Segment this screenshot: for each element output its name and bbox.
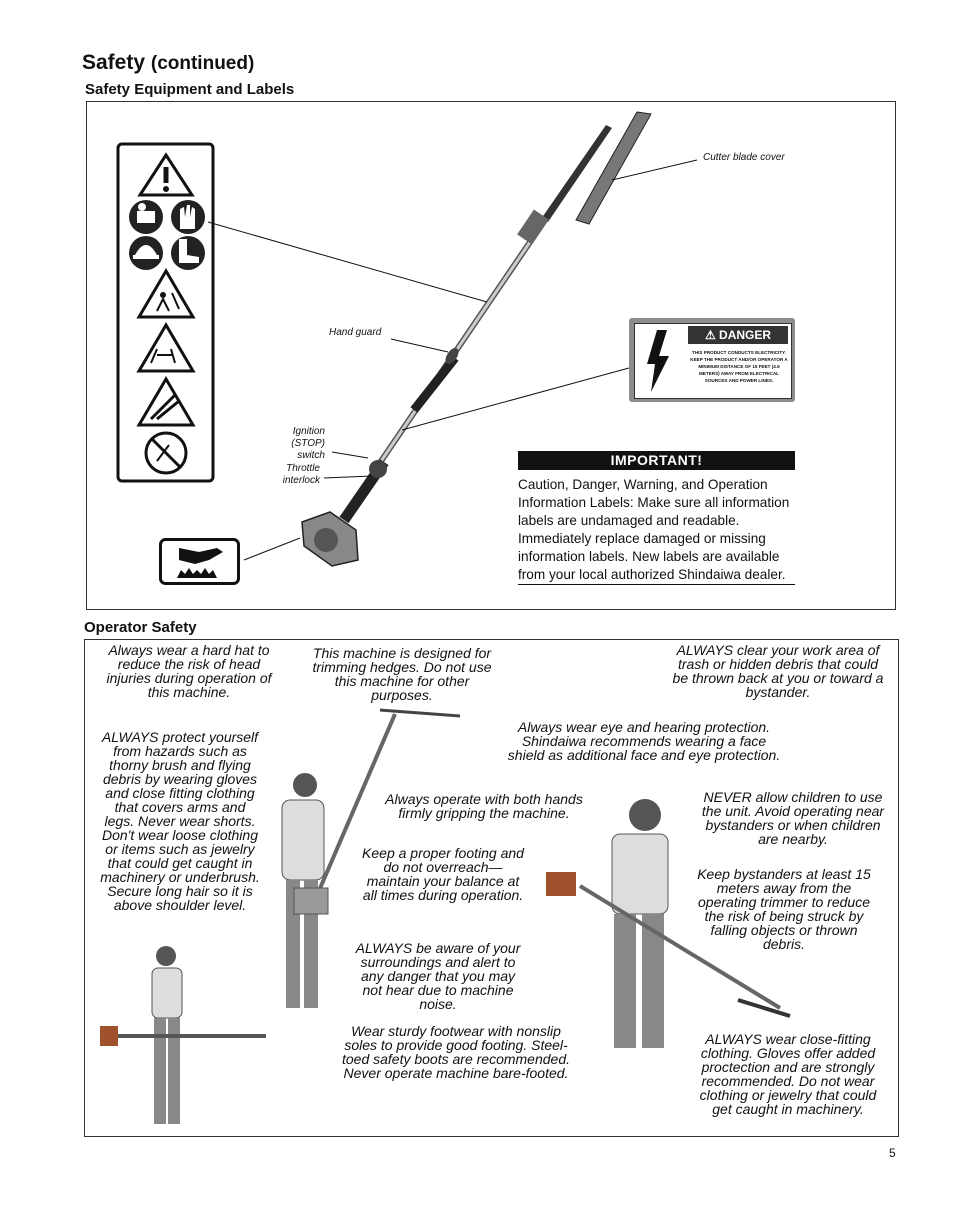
title-continued: (continued) — [150, 53, 255, 74]
note-both-hands: Always operate with both hands firmly gripping the machine. — [385, 791, 583, 821]
note-sturdy-footwear: Wear sturdy footwear with nonslip soles to provide good footing. Steel-toed safety boots are recommended. Never operate machine bare-footed. — [341, 1023, 571, 1081]
label-throttle-line1: Throttle — [286, 463, 320, 474]
note-proper-footing: Keep a proper footing and do not overreach— maintain your balance at all times during operation. — [362, 845, 524, 903]
danger-text: THIS PRODUCT CONDUCTS ELECTRICITY. KEEP THE PRODUCT AND/OR OPERATOR A MINIMUM DISTANCE OF 15 FEET (4.5 METERS) AWAY FROM ELECTRICAL SOURCES AND POWER LINES. — [690, 350, 788, 383]
note-no-children: NEVER allow children to use the unit. Avoid operating near bystanders or when children are nearby. — [701, 789, 885, 847]
page-number: 5 — [889, 1146, 896, 1160]
label-ignition-switch — [277, 426, 325, 462]
danger-electrical-label — [629, 318, 795, 402]
lightning-bolt-icon — [637, 326, 685, 396]
label-hand-guard: Hand guard — [329, 327, 382, 338]
danger-heading-text: DANGER — [719, 328, 772, 342]
important-divider — [518, 584, 795, 585]
note-close-fitting-clothing: ALWAYS wear close-fitting clothing. Gloves offer added proctection and are strongly recommended. Do not wear clothing or jewelry that could get caught in machinery. — [699, 1031, 877, 1117]
label-ignition-line1: Ignition — [292, 426, 325, 437]
note-clear-work-area: ALWAYS clear your work area of trash or hidden debris that could be thrown back at you or toward a bystander. — [672, 642, 884, 700]
note-hard-hat: Always wear a hard hat to reduce the risk of head injuries during operation of this machine. — [106, 642, 272, 700]
danger-heading: ⚠ DANGER — [688, 326, 788, 344]
section-heading-equipment: Safety Equipment and Labels — [85, 81, 295, 98]
section-heading-operator-safety: Operator Safety — [84, 619, 197, 636]
important-text: Caution, Danger, Warning, and Operation Information Labels: Make sure all information labels are undamaged and readable. Immediately replace damaged or missing information labels. New labels are available from your local authorized Shindaiwa dealer. — [518, 477, 790, 582]
title-main: Safety — [82, 51, 146, 74]
label-cutter-blade-cover: Cutter blade cover — [703, 152, 785, 163]
note-designed-for-hedges: This machine is designed for trimming hedges. Do not use this machine for other purposes. — [312, 645, 492, 703]
operator-figure-left — [96, 944, 276, 1134]
label-throttle-line2: interlock — [282, 475, 320, 486]
important-heading: IMPORTANT! — [518, 451, 795, 470]
label-throttle-interlock — [272, 463, 320, 487]
label-ignition-line3: switch — [297, 450, 325, 461]
note-eye-hearing-protection: Always wear eye and hearing protection. Shindaiwa recommends wearing a face shield as additional face and eye protection. — [507, 719, 781, 763]
note-be-aware: ALWAYS be aware of your surroundings and alert to any danger that you may not hear due to machine noise. — [355, 940, 521, 1012]
label-ignition-line2: (STOP) — [291, 438, 325, 449]
note-keep-bystanders-away: Keep bystanders at least 15 meters away from the operating trimmer to reduce the risk of being struck by falling objects or thrown debris. — [697, 866, 871, 952]
note-protect-yourself: ALWAYS protect yourself from hazards such as thorny brush and flying debris by wearing gloves and close fitting clothing that covers arms and legs. Never wear shorts. Don't wear loose clothing or items such as jewelry that could get caught in machinery or underbrush. Secure long hair so it is above shoulder level. — [100, 729, 260, 913]
